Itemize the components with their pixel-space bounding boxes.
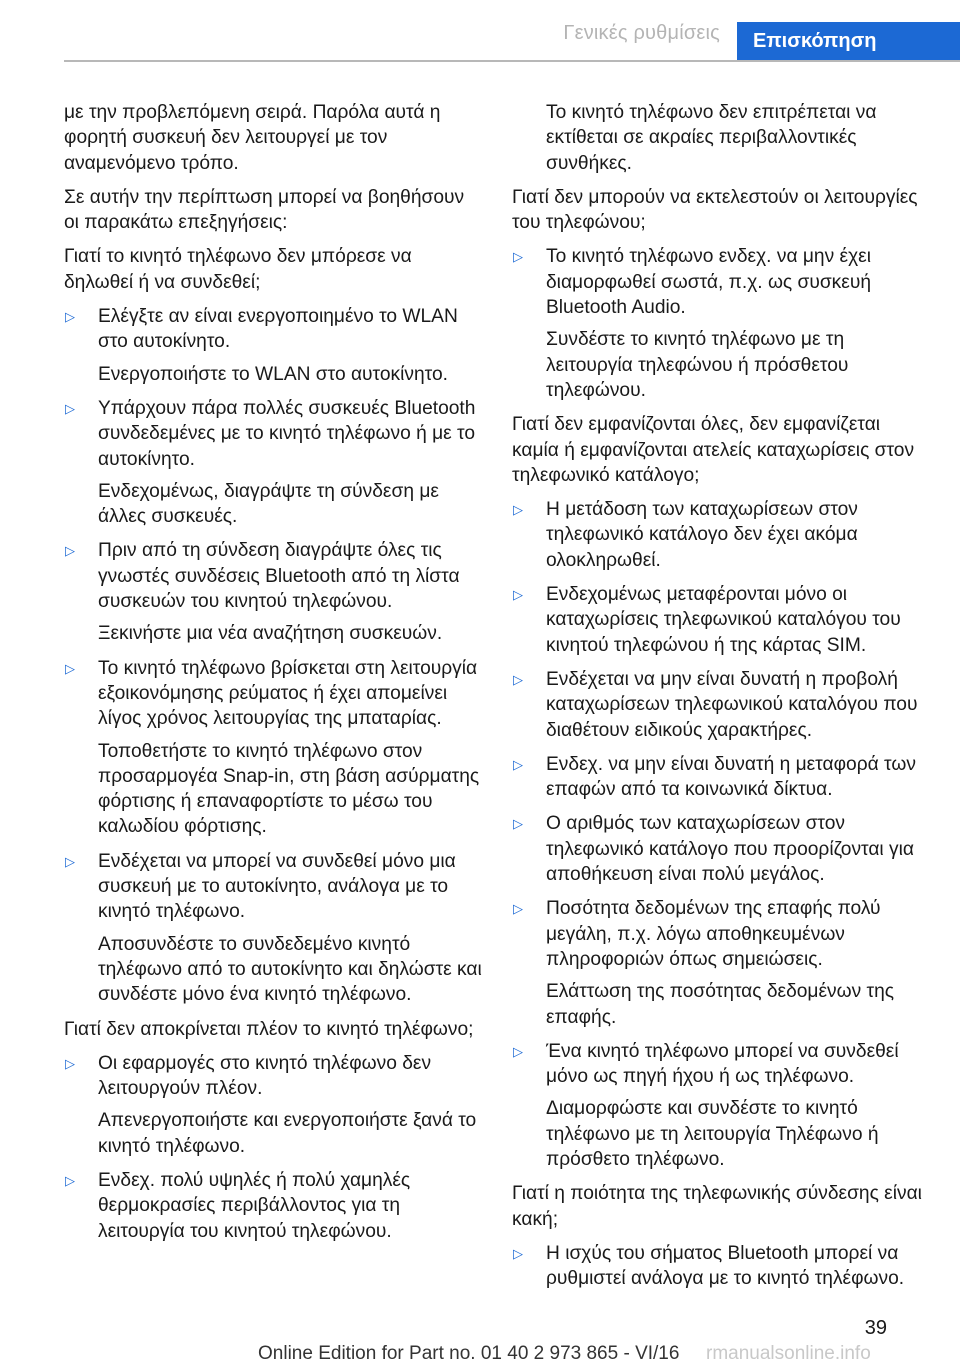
- triangle-bullet-icon: ▷: [65, 1055, 75, 1071]
- triangle-bullet-icon: ▷: [513, 587, 523, 603]
- item-text: Ο αριθμός των καταχωρίσεων στον τηλεφωνικό κατάλογο που προορίζονται για αποθήκευση είναι πολύ μεγάλος.: [546, 813, 914, 886]
- list-item: [512, 811, 930, 887]
- item-text: Το κινητό τηλέφωνο βρίσκεται στη λειτουργία εξοικονόμησης ρεύματος ή έχει απομείνει λίγος χρόνος λειτουργίας της μπαταρίας.: [98, 657, 478, 730]
- intro-paragraph-2: Σε αυτήν την περίπτωση μπορεί να βοηθήσουν οι παρακάτω επεξηγήσεις:: [64, 186, 465, 234]
- question-heading: Γιατί δεν εμφανίζονται όλες, δεν εμφανίζεται καμία ή εμφανίζονται ατελείς καταχωρίσεις στον τηλεφωνικό κατάλογο;: [512, 414, 915, 486]
- list-item: [512, 896, 930, 1029]
- list-item: [512, 582, 930, 658]
- item-text: Ποσότητα δεδομένων της επαφής πολύ μεγάλη, π.χ. λόγω αποθηκευμένων πληροφοριών όπως σημειώσεις.: [546, 898, 881, 970]
- triangle-bullet-icon: ▷: [513, 249, 523, 265]
- edition-footer: Online Edition for Part no. 01 40 2 973 865 - VI/16: [258, 1343, 680, 1364]
- watermark: rmanualsonline.info: [706, 1343, 871, 1364]
- list-item: [512, 1241, 930, 1292]
- item-text: Η μετάδοση των καταχωρίσεων στον τηλεφωνικό κατάλογο δεν έχει ακόμα ολοκληρωθεί.: [546, 499, 858, 571]
- triangle-bullet-icon: ▷: [65, 309, 75, 325]
- item-remedy: Ενδεχομένως, διαγράψτε τη σύνδεση με άλλες συσκευές.: [98, 480, 439, 528]
- question-heading: Γιατί το κινητό τηλέφωνο δεν μπόρεσε να δηλωθεί ή να συνδεθεί;: [64, 246, 412, 293]
- item-text: Ενδεχ. να μην είναι δυνατή η μεταφορά των επαφών από τα κοινωνικά δίκτυα.: [546, 753, 916, 801]
- triangle-bullet-icon: ▷: [65, 400, 75, 416]
- item-remedy: Ξεκινήστε μια νέα αναζήτηση συσκευών.: [98, 623, 443, 645]
- page-header: [0, 0, 960, 62]
- item-remedy: Τοποθετήστε το κινητό τηλέφωνο στον προσαρμογέα Snap-in, στη βάση ασύρματης φόρτισης ή επαναφορτίστε το μέσω του καλωδίου φόρτισης.: [98, 740, 480, 838]
- item-text: Ελέγξτε αν είναι ενεργοποιημένο το WLAN στο αυτοκίνητο.: [98, 306, 458, 353]
- page-number: 39: [864, 1317, 887, 1339]
- triangle-bullet-icon: ▷: [513, 1043, 523, 1059]
- item-text: Ενδεχ. πολύ υψηλές ή πολύ χαμηλές θερμοκρασίες περιβάλλοντος για τη λειτουργία του κινητού τηλεφώνου.: [98, 1169, 411, 1242]
- triangle-bullet-icon: ▷: [65, 1172, 75, 1188]
- question-heading: Γιατί δεν μπορούν να εκτελεστούν οι λειτουργίες του τηλεφώνου;: [512, 186, 918, 234]
- item-text: Πριν από τη σύνδεση διαγράψτε όλες τις γνωστές συνδέσεις Bluetooth από τη λίστα συσκευών του κινητού τηλεφώνου.: [98, 540, 460, 613]
- list-item: [512, 752, 930, 803]
- intro-paragraph: με την προβλεπόμενη σειρά. Παρόλα αυτά η φορητή συσκευή δεν λειτουργεί με τον αναμενόμενο τρόπο.: [64, 102, 441, 174]
- item-remedy: Αποσυνδέστε το συνδεδεμένο κινητό τηλέφωνο από το αυτοκίνητο και δηλώστε και συνδέστε μόνο ένα κινητό τηλέφωνο.: [98, 933, 482, 1006]
- item-text: Το κινητό τηλέφωνο ενδεχ. να μην έχει διαμορφωθεί σωστά, π.χ. ως συσκευή Bluetooth Audio.: [546, 246, 871, 319]
- triangle-bullet-icon: ▷: [513, 816, 523, 832]
- item-remedy: Ελάττωση της ποσότητας δεδομένων της επαφής.: [546, 981, 895, 1028]
- item-text: Ένα κινητό τηλέφωνο μπορεί να συνδεθεί μόνο ως πηγή ήχου ή ως τηλέφωνο.: [546, 1040, 899, 1088]
- triangle-bullet-icon: ▷: [513, 1245, 523, 1261]
- list-item: [64, 1051, 482, 1159]
- right-column: [512, 100, 930, 1300]
- item-remedy: Ενεργοποιήστε το WLAN στο αυτοκίνητο.: [98, 363, 448, 385]
- item-text: Ενδέχεται να μην είναι δυνατή η προβολή καταχωρίσεων τηλεφωνικού καταλόγου που διαθέτουν ειδικούς χαρακτήρες.: [546, 668, 918, 741]
- list-item: [512, 667, 930, 743]
- item-text: Ενδέχεται να μπορεί να συνδεθεί μόνο μια συσκευή με το αυτοκίνητο, ανάλογα με το κινητό τηλέφωνο.: [98, 850, 456, 923]
- triangle-bullet-icon: ▷: [65, 853, 75, 869]
- question-heading: Γιατί δεν αποκρίνεται πλέον το κινητό τηλέφωνο;: [64, 1018, 474, 1040]
- chapter-tab[interactable]: Επισκόπηση: [737, 22, 960, 62]
- triangle-bullet-icon: ▷: [513, 756, 523, 772]
- list-item: [64, 656, 482, 840]
- list-item: [64, 538, 482, 646]
- triangle-bullet-icon: ▷: [513, 901, 523, 917]
- section-title[interactable]: Γενικές ρυθμίσεις: [563, 22, 720, 44]
- continued-remedy: Το κινητό τηλέφωνο δεν επιτρέπεται να εκτίθεται σε ακραίες περιβαλλοντικές συνθήκες.: [546, 102, 877, 174]
- triangle-bullet-icon: ▷: [513, 502, 523, 518]
- question-heading: Γιατί η ποιότητα της τηλεφωνικής σύνδεσης είναι κακή;: [512, 1183, 922, 1230]
- item-text: Οι εφαρμογές στο κινητό τηλέφωνο δεν λειτουργούν πλέον.: [98, 1052, 432, 1100]
- item-text: Υπάρχουν πάρα πολλές συσκευές Bluetooth συνδεδεμένες με το κινητό τηλέφωνο ή με το αυτοκίνητο.: [98, 397, 476, 470]
- triangle-bullet-icon: ▷: [65, 660, 75, 676]
- item-remedy: Διαμορφώστε και συνδέστε το κινητό τηλέφωνο με τη λειτουργία Τηλέφωνο ή πρόσθετο τηλέφωνο.: [546, 1098, 879, 1170]
- item-text: Η ισχύς του σήματος Bluetooth μπορεί να ρυθμιστεί ανάλογα με το κινητό τηλέφωνο.: [546, 1242, 905, 1290]
- left-column: [64, 100, 482, 1253]
- item-remedy: Συνδέστε το κινητό τηλέφωνο με τη λειτουργία τηλεφώνου ή πρόσθετου τηλεφώνου.: [546, 329, 849, 401]
- list-item: [64, 1168, 482, 1244]
- list-item: [64, 396, 482, 529]
- triangle-bullet-icon: ▷: [513, 671, 523, 687]
- triangle-bullet-icon: ▷: [65, 543, 75, 559]
- item-text: Ενδεχομένως μεταφέρονται μόνο οι καταχωρίσεις τηλεφωνικού καταλόγου του κινητού τηλεφώνου ή της κάρτας SIM.: [546, 584, 901, 656]
- item-remedy: Απενεργοποιήστε και ενεργοποιήστε ξανά το κινητό τηλέφωνο.: [98, 1110, 477, 1157]
- list-item: [512, 1039, 930, 1172]
- list-item: [512, 244, 930, 403]
- list-item: [512, 497, 930, 573]
- list-item: [64, 849, 482, 1008]
- list-item: [64, 304, 482, 387]
- header-divider: [64, 60, 960, 62]
